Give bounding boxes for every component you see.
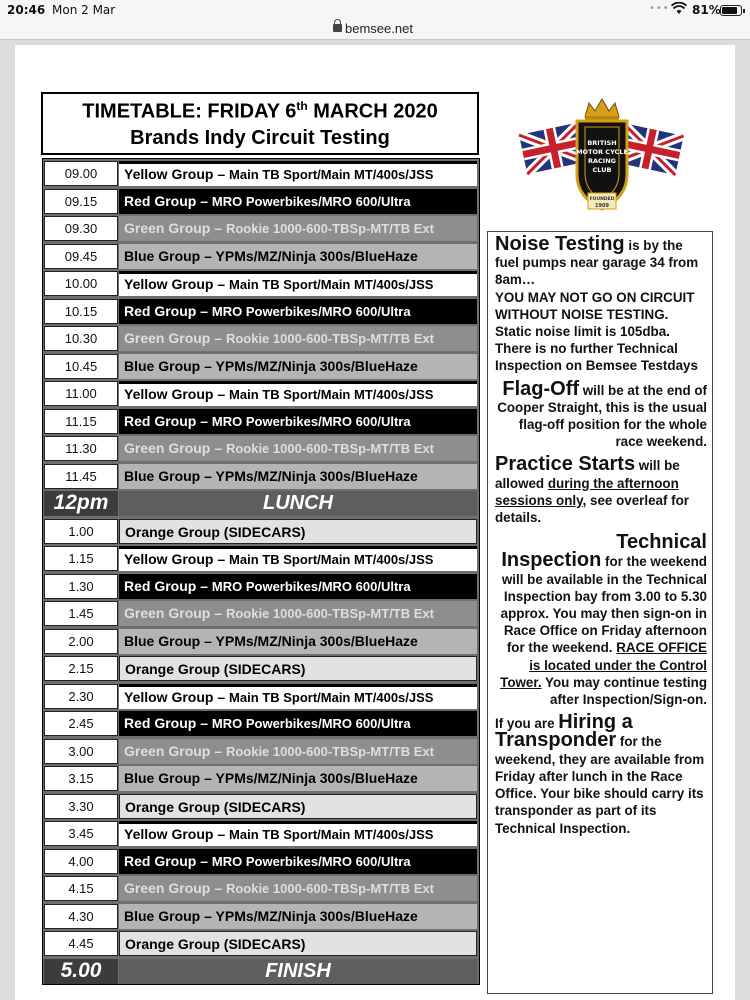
battery-icon [720, 5, 742, 16]
session-time: 2.30 [44, 684, 118, 709]
group-classes: Main TB Sport/Main MT/400s/JSS [229, 689, 434, 705]
session-group [119, 766, 477, 791]
group-name: Blue Group – YPMs/MZ/Ninja 300s/BlueHaze [124, 907, 418, 924]
schedule-row [43, 683, 479, 710]
session-time: 3.00 [44, 739, 118, 764]
session-group [119, 904, 477, 929]
session-group [119, 821, 477, 846]
session-time: 10.30 [44, 326, 118, 351]
schedule-row [43, 353, 479, 380]
group-separator: – [213, 688, 230, 705]
group-classes: Main TB Sport/Main MT/400s/JSS [229, 552, 434, 567]
group-name: Red Group – [124, 577, 212, 594]
schedule-table [42, 158, 480, 985]
group-classes: Rookie 1000-600-TBSp-MT/TB Ext [225, 606, 434, 621]
group-classes: MRO Powerbikes/MRO 600/Ultra [211, 413, 411, 429]
schedule-row [43, 600, 479, 627]
session-group [119, 381, 477, 406]
group-separator: – [210, 330, 226, 346]
session-group [119, 409, 477, 434]
group-name: Green Group [124, 440, 211, 456]
svg-text:CLUB: CLUB [592, 166, 612, 174]
session-group [119, 216, 477, 241]
session-time: 2.00 [44, 629, 118, 654]
schedule-row [43, 628, 479, 655]
schedule-row [43, 903, 479, 930]
group-separator: – [210, 440, 226, 456]
schedule-row [43, 545, 479, 572]
group-name: Red Group – [124, 715, 212, 731]
schedule-row [43, 160, 479, 187]
session-time: 1.00 [44, 519, 118, 544]
noise-testing-note: Noise Testing is by the fuel pumps near garage 34 from 8am… YOU MAY NOT GO ON CIRCUIT WITHOUT NOISE TESTING. Static noise limit is 105dba. There is no further Technical Inspection on Bemsee Testdays [495, 233, 699, 374]
session-time: 12pm [44, 491, 118, 516]
group-classes: MRO Powerbikes/MRO 600/Ultra [211, 193, 411, 209]
session-time: 09.00 [44, 161, 118, 186]
schedule-row [43, 435, 479, 462]
group-classes: Rookie 1000-600-TBSp-MT/TB Ext [225, 881, 434, 896]
session-group [119, 711, 477, 736]
group-name: Blue Group – YPMs/MZ/Ninja 300s/BlueHaze [124, 632, 418, 649]
schedule-row [43, 710, 479, 737]
svg-text:MOTOR CYCLE: MOTOR CYCLE [576, 148, 628, 156]
group-name: Orange Group (SIDECARS) [125, 936, 306, 952]
session-time: 09.15 [44, 189, 118, 214]
session-group [119, 491, 477, 516]
session-time: 2.45 [44, 711, 118, 736]
group-name: Green Group [124, 330, 211, 346]
session-time: 2.15 [44, 656, 118, 681]
page-subtitle: Brands Indy Circuit Testing [130, 126, 390, 149]
schedule-row [43, 408, 479, 435]
session-group [119, 574, 477, 599]
session-group [119, 794, 477, 819]
session-time: 1.30 [44, 574, 118, 599]
transponder-note: If you are Hiring a Transponder for the weekend, they are available from Friday after lunch in the Race Office. Your bike should carry its transponder as part of its Technical Inspection. [495, 711, 705, 836]
group-name: Red Group – [124, 302, 212, 319]
group-classes: MRO Powerbikes/MRO 600/Ultra [211, 303, 411, 319]
status-date: Mon 2 Mar [52, 3, 116, 17]
info-panel [487, 231, 713, 994]
svg-text:1909: 1909 [595, 203, 609, 209]
session-time: 4.45 [44, 931, 118, 956]
schedule-banner-row [43, 958, 479, 985]
schedule-row [43, 270, 479, 297]
session-group [119, 876, 477, 901]
session-time: 3.30 [44, 794, 118, 819]
session-time: 11.45 [44, 464, 118, 489]
session-time: 5.00 [44, 959, 118, 984]
session-group [119, 161, 477, 186]
session-time: 09.30 [44, 216, 118, 241]
session-time: 4.30 [44, 904, 118, 929]
session-time: 10.15 [44, 299, 118, 324]
status-bar [0, 0, 750, 20]
session-time: 1.45 [44, 601, 118, 626]
session-group [119, 656, 477, 681]
session-group [119, 519, 477, 544]
wifi-icon [671, 2, 687, 18]
group-separator: – [213, 166, 230, 182]
session-group [119, 931, 477, 956]
schedule-row [43, 325, 479, 352]
session-group [119, 684, 477, 709]
group-classes: MRO Powerbikes/MRO 600/Ultra [211, 578, 411, 594]
session-group [119, 271, 477, 296]
group-name: Yellow Group [124, 826, 214, 842]
session-time: 1.15 [44, 546, 118, 571]
session-time: 4.15 [44, 876, 118, 901]
session-time: 09.45 [44, 244, 118, 269]
session-group [119, 739, 477, 764]
session-group [119, 959, 477, 984]
schedule-row [43, 875, 479, 902]
group-name: Orange Group (SIDECARS) [125, 523, 306, 540]
schedule-row [43, 215, 479, 242]
session-group [119, 629, 477, 654]
session-group [119, 326, 477, 351]
group-name: Blue Group – YPMs/MZ/Ninja 300s/BlueHaze [124, 467, 418, 484]
session-group [119, 189, 477, 214]
session-time: 3.15 [44, 766, 118, 791]
session-group [119, 849, 477, 874]
group-separator: – [210, 742, 226, 759]
group-name: Blue Group – YPMs/MZ/Ninja 300s/BlueHaze [124, 247, 418, 264]
schedule-row [43, 793, 479, 820]
group-classes: Rookie 1000-600-TBSp-MT/TB Ext [225, 743, 434, 759]
page-title: TIMETABLE: FRIDAY 6th MARCH 2020 [82, 99, 438, 123]
schedule-row [43, 738, 479, 765]
schedule-row [43, 463, 479, 490]
group-name: Green Group [124, 605, 211, 621]
group-separator: – [210, 605, 226, 621]
schedule-row [43, 820, 479, 847]
url-bar[interactable] [0, 20, 750, 40]
group-name: Green Group [124, 742, 211, 759]
group-name: LUNCH [263, 492, 333, 514]
schedule-row [43, 765, 479, 792]
group-classes: Main TB Sport/Main MT/400s/JSS [229, 167, 434, 182]
flag-off-note: Flag-Off will be at the end of Cooper Straight, this is the usual flag-off position for the whole race weekend. [497, 377, 707, 450]
session-time: 11.00 [44, 381, 118, 406]
schedule-row [43, 188, 479, 215]
group-name: Red Group – [124, 412, 212, 429]
group-name: Yellow Group [124, 386, 214, 402]
session-group [119, 601, 477, 626]
group-name: Yellow Group [124, 276, 214, 292]
schedule-row [43, 380, 479, 407]
group-name: Green Group [124, 880, 211, 896]
group-name: FINISH [265, 959, 331, 982]
group-name: Yellow Group [124, 551, 214, 567]
group-name: Blue Group – YPMs/MZ/Ninja 300s/BlueHaze [124, 357, 418, 374]
practice-starts-note: Practice Starts will be allowed during the afternoon sessions only, see overleaf for details. [495, 453, 690, 526]
group-classes: Main TB Sport/Main MT/400s/JSS [229, 827, 434, 842]
group-name: Green Group [124, 220, 211, 236]
session-group [119, 464, 477, 489]
schedule-row [43, 518, 479, 545]
session-group [119, 354, 477, 379]
group-name: Yellow Group [124, 166, 214, 182]
group-classes: Rookie 1000-600-TBSp-MT/TB Ext [225, 221, 434, 236]
group-separator: – [213, 826, 230, 842]
session-group [119, 299, 477, 324]
group-classes: Main TB Sport/Main MT/400s/JSS [229, 387, 434, 402]
svg-text:RACING: RACING [588, 157, 616, 165]
technical-inspection-note: Technical Inspection for the weekend will be available in the Technical Inspection bay from 3.00 to 5.30 approx. You may then sign-on in Race Office on Friday afternoon for the weekend. RACE OFFICE is located under the Control Tower. You may continue testing after Inspection/Sign-on. [500, 531, 707, 708]
crown-icon [585, 99, 619, 121]
session-time: 11.15 [44, 409, 118, 434]
group-separator: – [210, 880, 226, 896]
group-separator: – [213, 276, 230, 292]
group-name: Red Group – [124, 192, 212, 209]
group-separator: – [213, 386, 230, 402]
session-time: 3.45 [44, 821, 118, 846]
schedule-row [43, 298, 479, 325]
svg-text:FOUNDED: FOUNDED [589, 197, 615, 202]
schedule-row [43, 655, 479, 682]
url-text[interactable]: bemsee.net [345, 21, 413, 36]
schedule-row [43, 930, 479, 957]
battery-level [722, 7, 737, 14]
title-box [41, 92, 479, 155]
session-time: 10.45 [44, 354, 118, 379]
group-separator: – [210, 220, 226, 236]
session-group [119, 546, 477, 571]
session-time: 4.00 [44, 849, 118, 874]
session-group [119, 436, 477, 461]
session-time: 11.30 [44, 436, 118, 461]
bmcrc-logo [515, 97, 690, 223]
group-classes: Rookie 1000-600-TBSp-MT/TB Ext [225, 331, 434, 346]
schedule-row [43, 848, 479, 875]
schedule-banner-row [43, 490, 479, 517]
status-time: 20:46 [7, 3, 46, 17]
group-classes: Main TB Sport/Main MT/400s/JSS [229, 277, 434, 292]
lock-icon [333, 24, 342, 32]
session-time: 10.00 [44, 271, 118, 296]
group-name: Orange Group (SIDECARS) [125, 661, 306, 677]
group-classes: MRO Powerbikes/MRO 600/Ultra [211, 853, 411, 869]
group-name: Red Group – [124, 852, 212, 869]
group-name: Blue Group – YPMs/MZ/Ninja 300s/BlueHaze [124, 770, 418, 786]
group-classes: Rookie 1000-600-TBSp-MT/TB Ext [225, 441, 434, 456]
timetable-page [15, 45, 735, 1000]
group-separator: – [213, 551, 230, 567]
group-name: Yellow Group [124, 688, 214, 705]
session-group [119, 244, 477, 269]
schedule-row [43, 573, 479, 600]
group-name: Orange Group (SIDECARS) [125, 798, 306, 815]
group-classes: MRO Powerbikes/MRO 600/Ultra [211, 716, 411, 731]
battery-percent: 81% [692, 3, 721, 17]
multitask-dots-icon[interactable]: ••• [649, 3, 670, 14]
schedule-row [43, 243, 479, 270]
svg-text:BRITISH: BRITISH [587, 139, 617, 147]
